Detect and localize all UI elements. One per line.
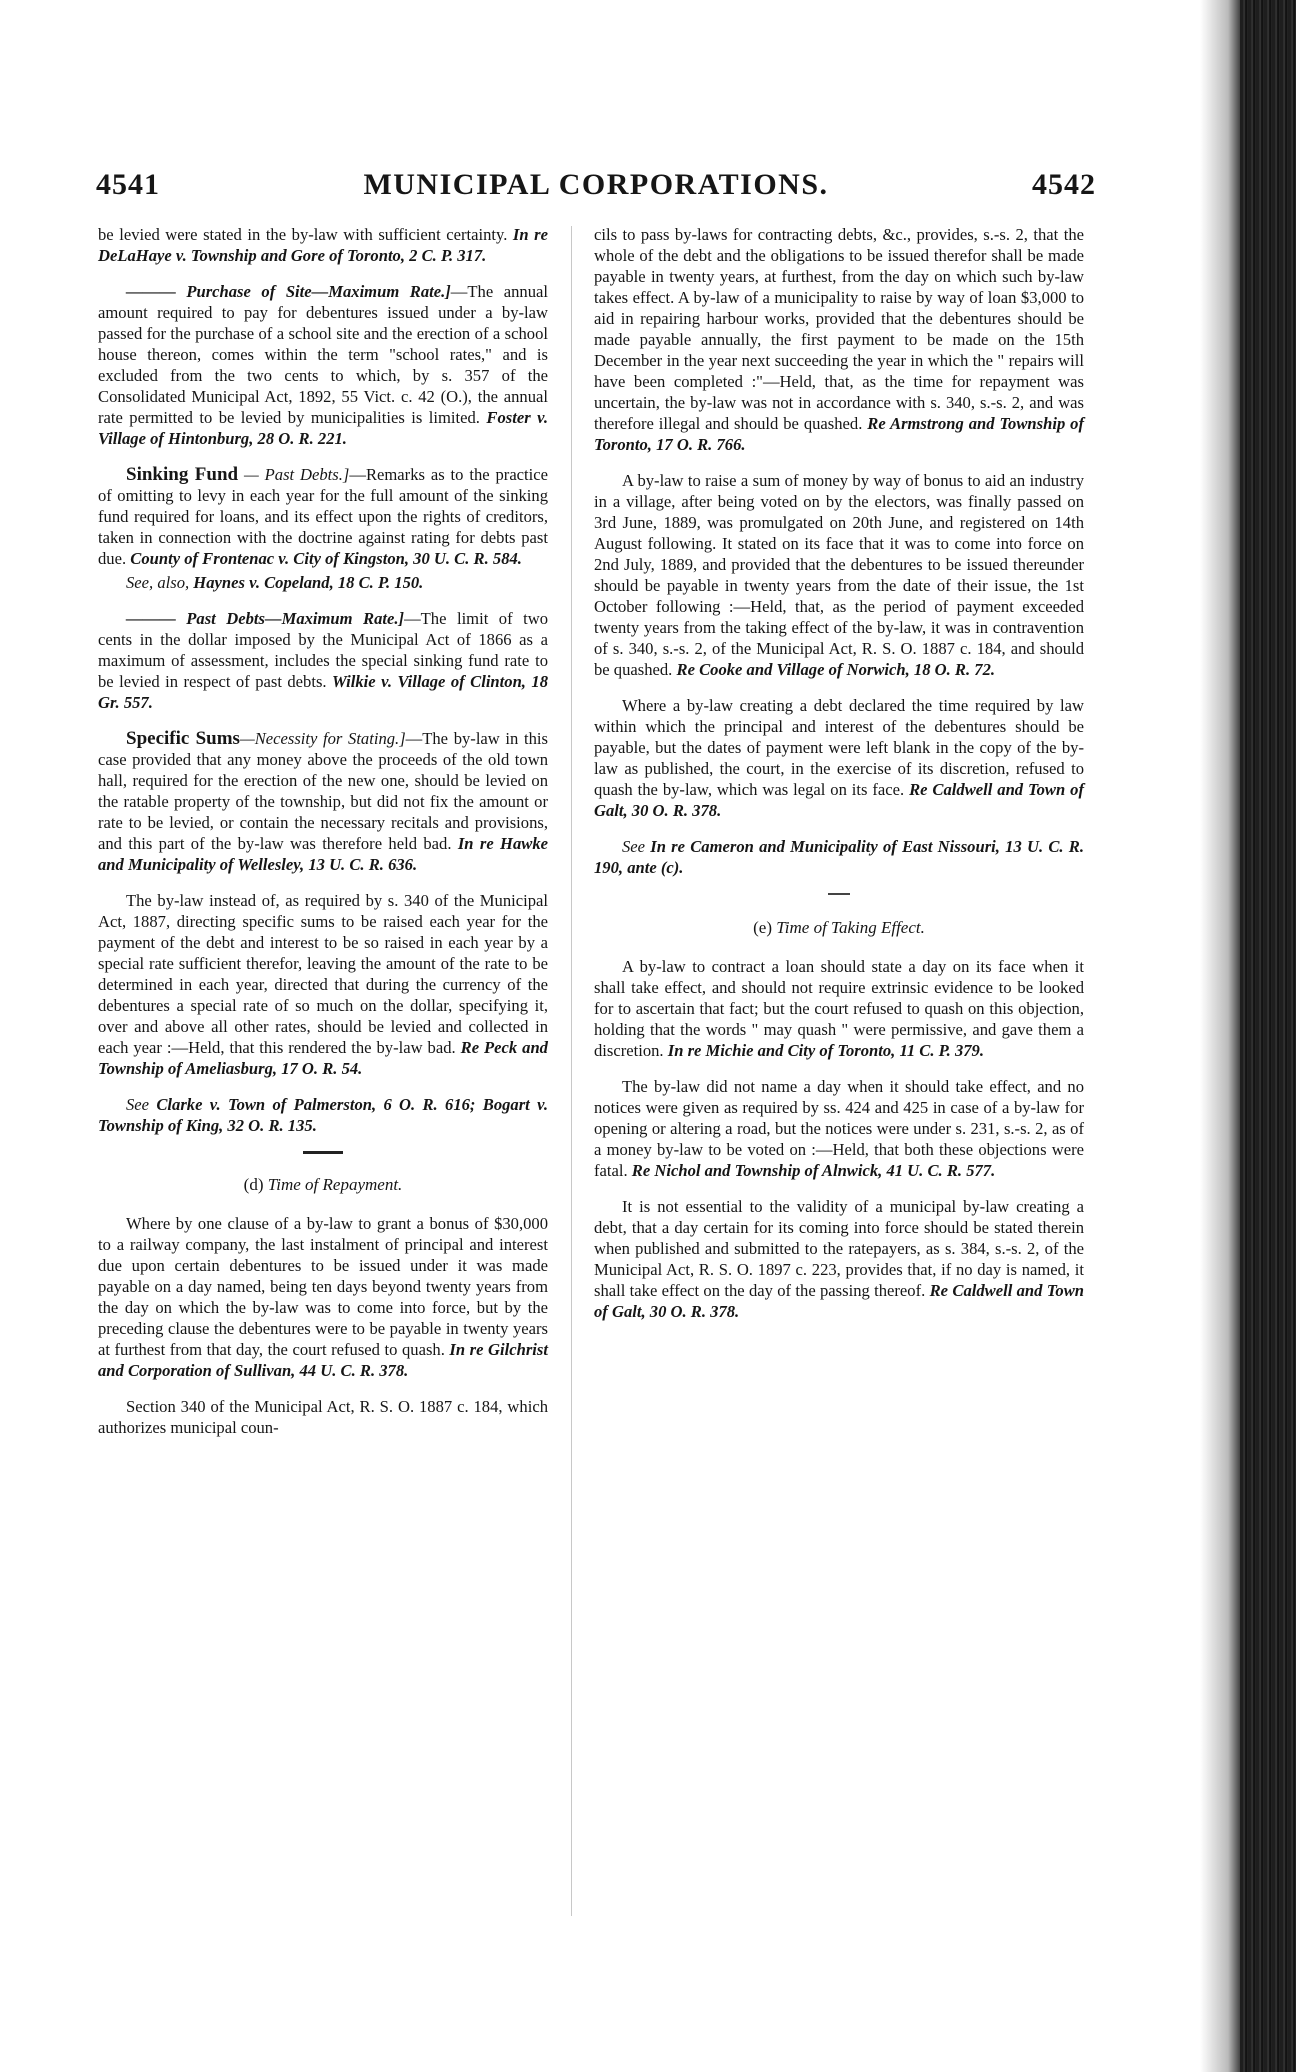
case-citation: In re Michie and City of Toronto, 11 C. P. 379. (667, 1041, 985, 1060)
paragraph (98, 281, 548, 449)
page-number-left: 4541 (96, 168, 160, 201)
case-citation: County of Frontenac v. City of Kingston, 30 U. C. R. 584. (130, 549, 522, 568)
subsection-heading (594, 917, 1084, 938)
case-citation: Wilkie v. Village of Clinton, 18 Gr. 557. (98, 672, 548, 712)
case-citation: In re Gilchrist and Corporation of Sullivan, 44 U. C. R. 378. (98, 1340, 548, 1380)
left-column (98, 224, 548, 1453)
case-citation: Foster v. Village of Hintonburg, 28 O. R. 221. (98, 408, 549, 448)
paragraph (594, 1076, 1084, 1181)
book-edge (1240, 0, 1296, 2072)
paragraph-text: —The annual amount required to pay for debentures issued under a by-law passed for the purchase of a school site and the erection of a school house thereon, comes within the term "school rates," and is excluded from the two cents to which, by s. 357 of the Consolidated Municipal Act, 1892, 55 Vict. c. 42 (O.), the annual rate permitted to be levied by municipalities is limited. (98, 282, 548, 427)
paragraph-text: Where a by-law creating a debt declared the time required by law within which the principal and interest of the debentures should be payable, but the dates of payment were left blank in the copy of the by-law as published, the court, in the exercise of its discretion, refused to quash the by-law, which was legal on its face. (594, 696, 1084, 799)
section-separator (303, 1151, 343, 1154)
subsection-heading (98, 1174, 548, 1195)
subsection-title: Time of Taking Effect. (776, 918, 925, 937)
paragraph-text: The by-law instead of, as required by s. 340 of the Municipal Act, 1887, directing specific sums to be raised each year for the payment of the debt and interest to be so raised in each year by a special rate sufficient therefor, leaving the amount of the rate to be determined in each year, directed that during the currency of the debentures a special rate of so much on the dollar, specifying it, over and above all other rates, should be levied and collected in each year :—Held, that this rendered the by-law bad. (98, 891, 548, 1057)
paragraph (98, 464, 548, 569)
paragraph (98, 572, 548, 593)
see-also: See (126, 1095, 150, 1114)
topic-heading: ——— Purchase of Site—Maximum Rate.] (126, 282, 451, 301)
paragraph (98, 728, 548, 875)
paragraph (594, 695, 1084, 821)
case-citation: Re Caldwell and Town of Galt, 30 O. R. 378. (594, 1281, 1084, 1321)
paragraph (98, 890, 548, 1079)
paragraph (594, 224, 1084, 455)
paragraph-text: be levied were stated in the by-law with sufficient certainty. (98, 225, 508, 244)
paragraph (594, 1196, 1084, 1322)
case-citation: In re Hawke and Municipality of Wellesley, 13 U. C. R. 636. (98, 834, 548, 874)
paragraph-text: —The limit of two cents in the dollar imposed by the Municipal Act of 1866 as a maximum of assessment, includes the special sinking fund rate to be levied in respect of past debts. (98, 609, 548, 691)
case-citation: Haynes v. Copeland, 18 C. P. 150. (193, 573, 424, 592)
paragraph (594, 836, 1084, 878)
paragraph-text: —Remarks as to the practice of omitting to levy in each year for the full amount of the sinking fund required for loans, and its effect upon the rights of creditors, taken in connection with the doctrine against rating for debts past due. (98, 465, 548, 568)
paragraph-text: cils to pass by-laws for contracting debts, &c., provides, s.-s. 2, that the whole of the debt and the obligations to be issued therefor shall be made payable in twenty years, at furthest, from the day on which such by-law takes effect. A by-law of a municipality to raise by way of loan $3,000 to aid in repairing harbour works, provided that the debentures should be made payable annually, the first payment to be made on the 15th December in the year next succeeding the year in which the " repairs will have been completed :"—Held, that, as the time for repayment was uncertain, the by-law was not in accordance with s. 340, s.-s. 2, and was therefore illegal and should be quashed. (594, 225, 1084, 433)
subsection-label: (d) (243, 1175, 264, 1194)
section-title: Specific Sums (126, 728, 240, 749)
paragraph (98, 1213, 548, 1381)
case-citation: Re Armstrong and Township of Toronto, 17 O. R. 766. (594, 414, 1084, 454)
right-column (594, 224, 1084, 1337)
paragraph (98, 608, 548, 713)
paragraph-text: Section 340 of the Municipal Act, R. S. O. 1887 c. 184, which authorizes municipal coun- (98, 1397, 548, 1437)
case-citation: In re Cameron and Municipality of East Nissouri, 13 U. C. R. 190, ante (c). (594, 837, 1084, 877)
case-citation: In re DeLaHaye v. Township and Gore of Toronto, 2 C. P. 317. (98, 225, 548, 265)
page-gutter-shadow (1200, 0, 1240, 2072)
case-citation: Re Cooke and Village of Norwich, 18 O. R. 72. (676, 660, 996, 679)
paragraph-text: The by-law did not name a day when it should take effect, and no notices were given as required by ss. 424 and 425 in case of a by-law for opening or altering a road, but the notices were under s. 231, s.-s. 2, as of a money by-law to be voted on :—Held, that both these objections were fatal. (594, 1077, 1084, 1180)
subsection-label: (e) (753, 918, 773, 937)
section-separator (828, 893, 850, 895)
paragraph (98, 1094, 548, 1136)
paragraph-text: It is not essential to the validity of a municipal by-law creating a debt, that a day certain for its coming into force should be stated therein when published and submitted to the ratepayers, as s. 384, s.-s. 2, of the Municipal Act, R. S. O. 1897 c. 223, provides that, if no day is named, it shall take effect on the day of the passing thereof. (594, 1197, 1084, 1300)
case-citation: Re Nichol and Township of Alnwick, 41 U. C. R. 577. (631, 1161, 996, 1180)
running-header (96, 168, 1096, 208)
see-also: See (622, 837, 646, 856)
topic-heading: —Necessity for Stating.] (239, 729, 406, 748)
see-also: See, also, (126, 573, 190, 592)
topic-heading: ——— Past Debts—Maximum Rate.] (126, 609, 405, 628)
paragraph (98, 224, 548, 266)
case-citation: Re Peck and Township of Ameliasburg, 17 O. R. 54. (98, 1038, 548, 1078)
page-number-right: 4542 (1032, 168, 1096, 201)
column-divider (571, 226, 572, 1916)
paragraph (98, 1396, 548, 1438)
paragraph (594, 956, 1084, 1061)
section-title: Sinking Fund (126, 464, 239, 485)
paragraph-text: A by-law to raise a sum of money by way of bonus to aid an industry in a village, after being voted on by the electors, was finally passed on 3rd June, 1889, was promulgated on 20th June, and registered on 14th August following. It stated on its face that it was to come into force on 2nd July, 1889, and provided that the debentures to be issued thereunder should be payable in twenty years from the date of their issue, the 1st October following :—Held, that, as the period of payment exceeded twenty years from the taking effect of the by-law, it was in contravention of s. 340, s.-s. 2, of the Municipal Act, R. S. O. 1887 c. 184, and should be quashed. (594, 471, 1084, 679)
paragraph-text: A by-law to contract a loan should state a day on its face when it shall take effect, and should not require extrinsic evidence to be looked for to ascertain that fact; but the court refused to quash on this objection, holding that the words " may quash " were permissive, and gave them a discretion. (594, 957, 1084, 1060)
subsection-title: Time of Repayment. (267, 1175, 403, 1194)
paragraph-text: Where by one clause of a by-law to grant a bonus of $30,000 to a railway company, the last instalment of principal and interest due upon certain debentures to be issued under it was made payable on a day named, being ten days beyond twenty years from the day on which the by-law was to come into force, but by the preceding clause the debentures were to be payable in twenty years at furthest from that day, the court refused to quash. (98, 1214, 548, 1359)
case-citation: Clarke v. Town of Palmerston, 6 O. R. 616; Bogart v. Township of King, 32 O. R. 135. (98, 1095, 548, 1135)
paragraph (594, 470, 1084, 680)
paragraph-text: —The by-law in this case provided that any money above the proceeds of the old town hall, required for the erection of the new one, should be levied on the ratable property of the township, but did not fix the amount or rate to be levied, or contain the necessary recitals and provisions, and this part of the by-law was therefore held bad. (98, 729, 548, 853)
case-citation: Re Caldwell and Town of Galt, 30 O. R. 378. (594, 780, 1084, 820)
running-title: MUNICIPAL CORPORATIONS. (363, 168, 829, 201)
topic-heading: — Past Debts.] (244, 465, 350, 484)
